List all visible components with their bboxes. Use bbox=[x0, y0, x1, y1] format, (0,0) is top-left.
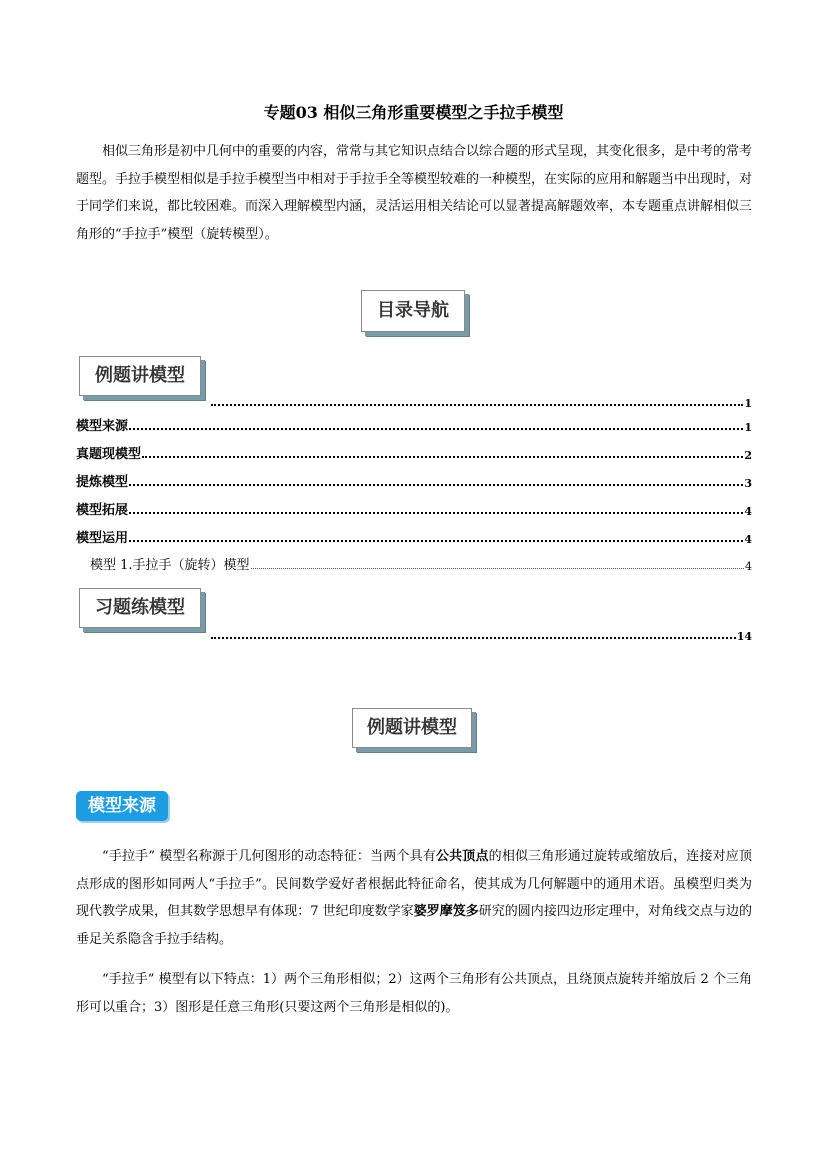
source-text-c: 的相似三角形通过旋转或缩放后，连接对应顶点形成的图形如同两人“手拉手”。民间数学爱好者根据此特征命名，使其成为几何解题中的通用术语。虽模型归类为现代教学成果，但其数学思想早有体现：7 世纪印度数学家 bbox=[76, 849, 752, 919]
toc-leader bbox=[251, 568, 744, 569]
features-text: “手拉手” 模型有以下特点：1）两个三角形相似；2）这两个三角形有公共顶点，且绕顶点旋转并缩放后 2 个三角形可以重合；3）图形是任意三角形(只要这两个三角形是相似的)。 bbox=[76, 972, 752, 1015]
toc-item-label: 模型拓展 bbox=[76, 503, 129, 518]
toc-leader bbox=[129, 428, 743, 430]
toc-leader bbox=[129, 484, 743, 486]
toc-item-refine[interactable] bbox=[76, 472, 752, 490]
intro-paragraph bbox=[76, 138, 752, 248]
source-text-bold-name: 婆罗摩笈多 bbox=[413, 904, 479, 919]
example-section-heading: 例题讲模型 bbox=[352, 708, 472, 748]
toc-page: 14 bbox=[736, 630, 752, 643]
toc-leader bbox=[211, 637, 736, 639]
toc-example-row[interactable] bbox=[210, 392, 752, 410]
toc-page: 1 bbox=[744, 397, 752, 410]
toc-subitem-model1[interactable] bbox=[76, 555, 752, 573]
toc-item-source[interactable] bbox=[76, 416, 752, 434]
source-text-e: 研究的圆内接四边形定理中，对角线交点与边的垂足关系隐含手拉手结构。 bbox=[76, 904, 752, 947]
source-text-a: “手拉手” 模型名称源于几何图形的动态特征：当两个具有 bbox=[102, 849, 436, 864]
nav-heading: 目录导航 bbox=[361, 290, 465, 332]
exercise-heading: 习题练模型 bbox=[79, 588, 201, 628]
source-text-bold-vertex: 公共顶点 bbox=[435, 849, 489, 864]
toc-leader bbox=[142, 456, 743, 458]
toc-item-label: 模型来源 bbox=[76, 419, 129, 434]
toc-page: 2 bbox=[744, 449, 752, 462]
toc-item-label: 提炼模型 bbox=[76, 475, 129, 490]
model-source-badge: 模型来源 bbox=[76, 791, 168, 821]
toc-page: 4 bbox=[744, 533, 752, 546]
features-paragraph bbox=[76, 966, 752, 1021]
toc-page: 4 bbox=[744, 505, 752, 518]
toc-exercise-row[interactable] bbox=[210, 625, 752, 643]
page-title: 专题03 相似三角形重要模型之手拉手模型 bbox=[263, 103, 564, 122]
toc-leader bbox=[211, 404, 743, 406]
toc-page: 3 bbox=[744, 477, 752, 490]
toc-item-apply[interactable] bbox=[76, 528, 752, 546]
toc-item-extend[interactable] bbox=[76, 500, 752, 518]
toc-item-real[interactable] bbox=[76, 444, 752, 462]
intro-text: 相似三角形是初中几何中的重要的内容，常常与其它知识点结合以综合题的形式呈现，其变化很多，是中考的常考题型。手拉手模型相似是手拉手模型当中相对于手拉手全等模型较难的一种模型，在实际的应用和解题当中出现时，对于同学们来说，都比较困难。而深入理解模型内涵，灵活运用相关结论可以显著提高解题效率，本专题重点讲解相似三角形的“手拉手”模型（旋转模型）。 bbox=[76, 144, 753, 242]
toc-item-label: 模型运用 bbox=[76, 531, 129, 546]
toc-item-label: 真题现模型 bbox=[76, 447, 142, 462]
toc-item-label: 模型 1.手拉手（旋转）模型 bbox=[90, 558, 250, 573]
toc-leader bbox=[129, 512, 743, 514]
toc-page: 4 bbox=[745, 560, 752, 573]
source-paragraph bbox=[76, 843, 752, 953]
toc-page: 1 bbox=[744, 421, 752, 434]
example-heading: 例题讲模型 bbox=[79, 356, 201, 396]
toc-leader bbox=[129, 540, 743, 542]
